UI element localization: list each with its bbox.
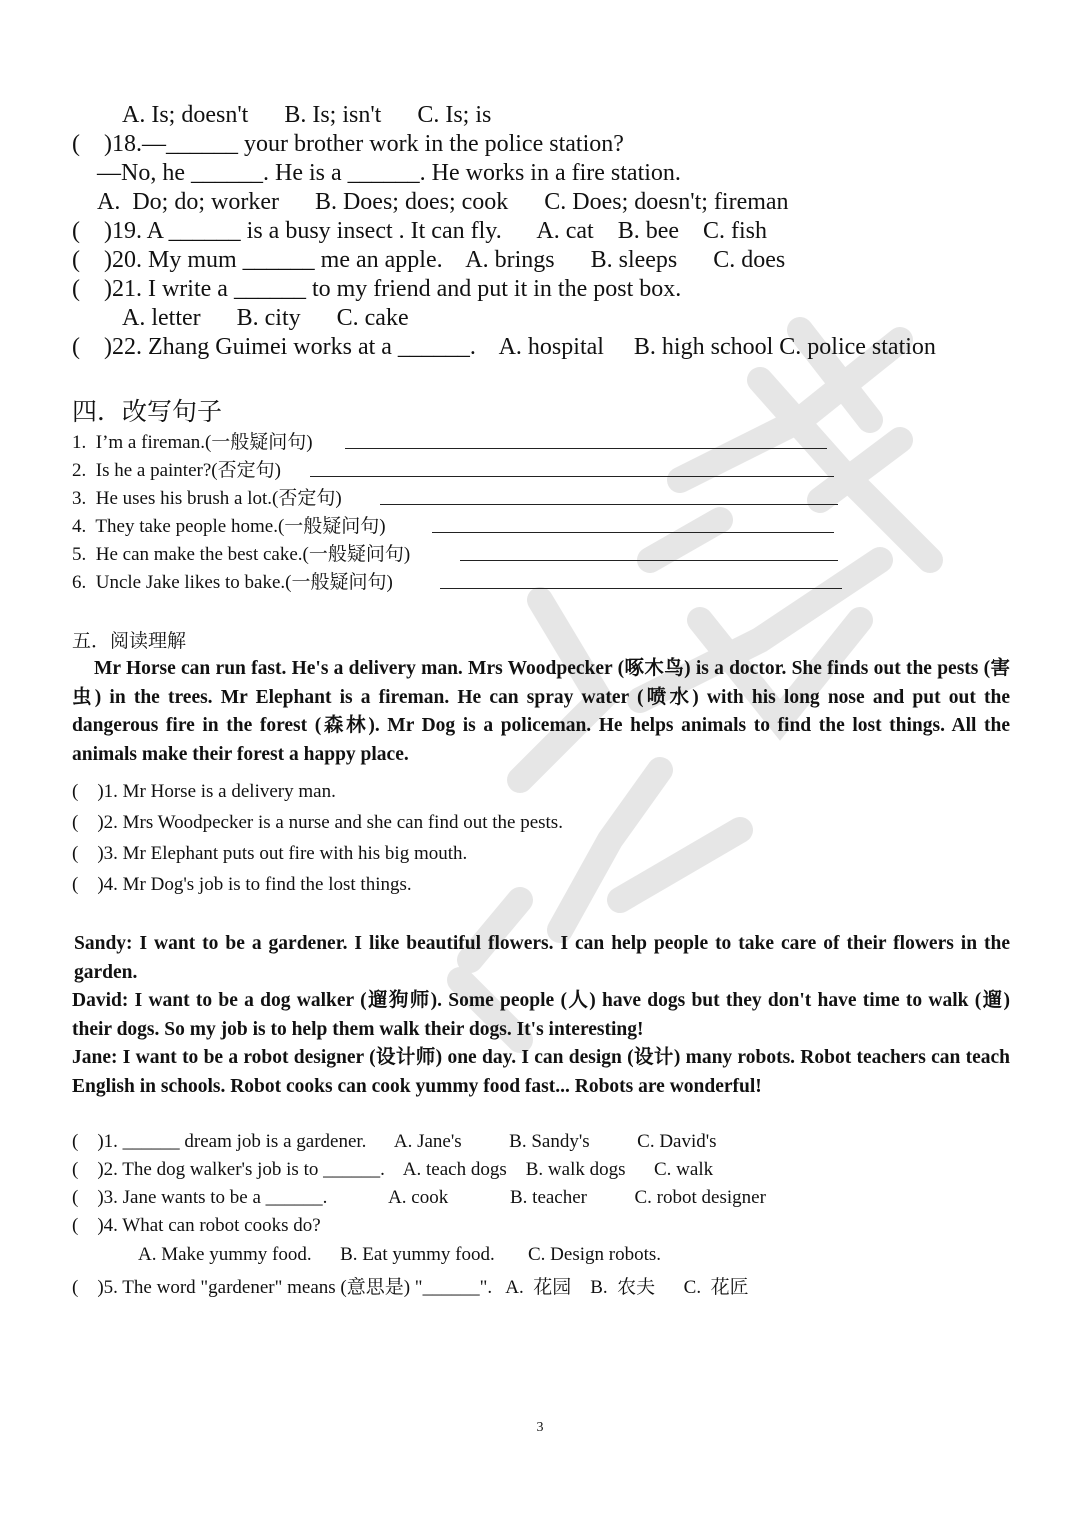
reading-q1: ( )1. ______ dream job is a gardener. A. Jane's B. Sandy's C. David's [72,1131,717,1152]
passage-sandy: Sandy: I want to be a gardener. I like beautiful flowers. I can help people to take care of their flowers in the garden. [74,933,1010,983]
q18-question: ( )18.—______ your brother work in the police station? [72,131,624,157]
passage-jane: Jane: I want to be a robot designer (设计师) one day. I can design (设计) many robots. Robot teachers can teach English in schools. Robot cooks can cook yummy food fast... Robots are wonderful! [72,1047,1010,1097]
answer-line-3 [380,504,838,505]
q22: ( )22. Zhang Guimei works at a ______. A. hospital B. high school C. police station [72,334,936,360]
reading-q4-options: A. Make yummy food. B. Eat yummy food. C. Design robots. [138,1244,661,1265]
rewrite-item-1: 1. I’m a fireman.(一般疑问句) [72,432,313,453]
answer-line-2 [310,476,834,477]
answer-line-6 [440,588,842,589]
q20: ( )20. My mum ______ me an apple. A. brings B. sleeps C. does [72,247,786,273]
passage-david: David: I want to be a dog walker (遛狗师). Some people (人) have dogs but they don't have time to walk (遛) their dogs. So my job is to help them walk their dogs. It's interesting! [72,990,1010,1040]
q21: ( )21. I write a ______ to my friend and put it in the post box. [72,276,682,302]
rewrite-item-6: 6. Uncle Jake likes to bake.(一般疑问句) [72,572,393,593]
tf-question-4: ( )4. Mr Dog's job is to find the lost things. [72,874,412,895]
q18-answer-line: —No, he ______. He is a ______. He works in a fire station. [97,160,681,186]
answer-line-4 [432,532,834,533]
rewrite-item-2: 2. Is he a painter?(否定句) [72,460,281,481]
q21-options: A. letter B. city C. cake [122,305,409,331]
answer-line-1 [345,448,827,449]
q19: ( )19. A ______ is a busy insect . It can fly. A. cat B. bee C. fish [72,218,768,244]
rewrite-item-5: 5. He can make the best cake.(一般疑问句) [72,544,411,565]
reading-q2: ( )2. The dog walker's job is to ______. A. teach dogs B. walk dogs C. walk [72,1159,714,1180]
page-number: 3 [536,1420,544,1435]
rewrite-item-4: 4. They take people home.(一般疑问句) [72,516,386,537]
q18-options: A. Do; do; worker B. Does; does; cook C. Does; doesn't; fireman [97,189,789,215]
section-5-title: 五．阅读理解 [72,631,187,652]
answer-line-5 [460,560,838,561]
reading-passage-1: Mr Horse can run fast. He's a delivery man. Mrs Woodpecker (啄木鸟) is a doctor. She finds out the pests (害虫) in the trees. Mr Elephant is a fireman. He can spray water (喷水) with his long nose and put out the dangerous fire in the forest (森林). Mr Dog is a policeman. He helps animals to find the lost things. All the animals make their forest a happy place. [72,658,1010,765]
q17-options: A. Is; doesn't B. Is; isn't C. Is; is [122,102,492,128]
section-4-title: 四．改写句子 [72,399,223,426]
reading-q4: ( )4. What can robot cooks do? [72,1215,321,1236]
tf-question-1: ( )1. Mr Horse is a delivery man. [72,781,336,802]
rewrite-item-3: 3. He uses his brush a lot.(否定句) [72,488,342,509]
tf-question-3: ( )3. Mr Elephant puts out fire with his big mouth. [72,843,468,864]
reading-q3: ( )3. Jane wants to be a ______. A. cook B. teacher C. robot designer [72,1187,766,1208]
reading-q5: ( )5. The word "gardener" means (意思是) "______". A. 花园 B. 农夫 C. 花匠 [72,1277,749,1298]
tf-question-2: ( )2. Mrs Woodpecker is a nurse and she can find out the pests. [72,812,563,833]
